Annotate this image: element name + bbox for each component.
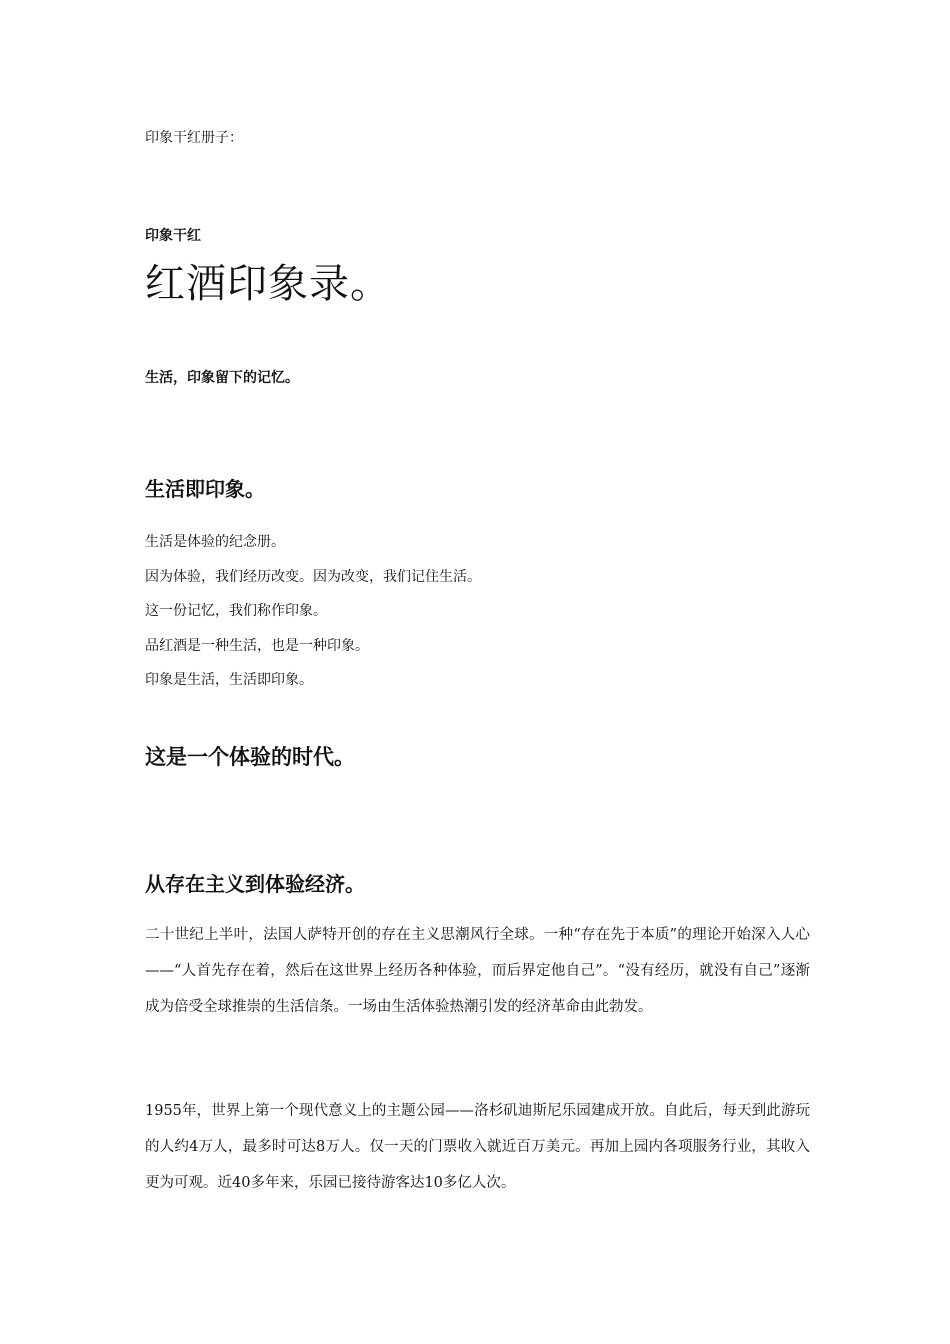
- section-heading-existentialism: 从存在主义到体验经济。: [145, 872, 365, 896]
- body-paragraph-existentialism: 二十世纪上半叶，法国人萨特开创的存在主义思潮风行全球。一种“存在先于本质”的理论开始深入人心——“人首先存在着，然后在这世界上经历各种体验，而后界定他自己”。“没有经历，就没有自己”逐渐成为倍受全球推崇的生活信条。一场由生活体验热潮引发的经济革命由此勃发。: [145, 927, 810, 1015]
- poem-line: 这一份记忆，我们称作印象。: [145, 603, 327, 619]
- tagline: 生活，印象留下的记忆。: [145, 370, 299, 386]
- poem-line: 因为体验，我们经历改变。因为改变，我们记住生活。: [145, 568, 481, 585]
- poem-lines: [145, 525, 481, 698]
- brand-label: 印象干红: [145, 228, 201, 244]
- poem-line: 生活是体验的纪念册。: [145, 534, 285, 550]
- poem-line: 印象是生活，生活即印象。: [145, 672, 313, 688]
- poem-line: 品红酒是一种生活，也是一种印象。: [145, 637, 369, 654]
- main-title: 红酒印象录。: [145, 261, 391, 307]
- section-heading-life-impression: 生活即印象。: [145, 477, 265, 501]
- section-heading-experience-era: 这是一个体验的时代。: [145, 745, 355, 769]
- intro-note: 印象干红册子：: [145, 130, 243, 146]
- body-paragraph-disneyland: 1955年，世界上第一个现代意义上的主题公园——洛杉矶迪斯尼乐园建成开放。自此后，每天到此游玩的人约4万人，最多时可达8万人。仅一天的门票收入就近百万美元。再加上园内各项服务行业，其收入更为可观。近40多年来，乐园已接待游客达10多亿人次。: [145, 1103, 810, 1191]
